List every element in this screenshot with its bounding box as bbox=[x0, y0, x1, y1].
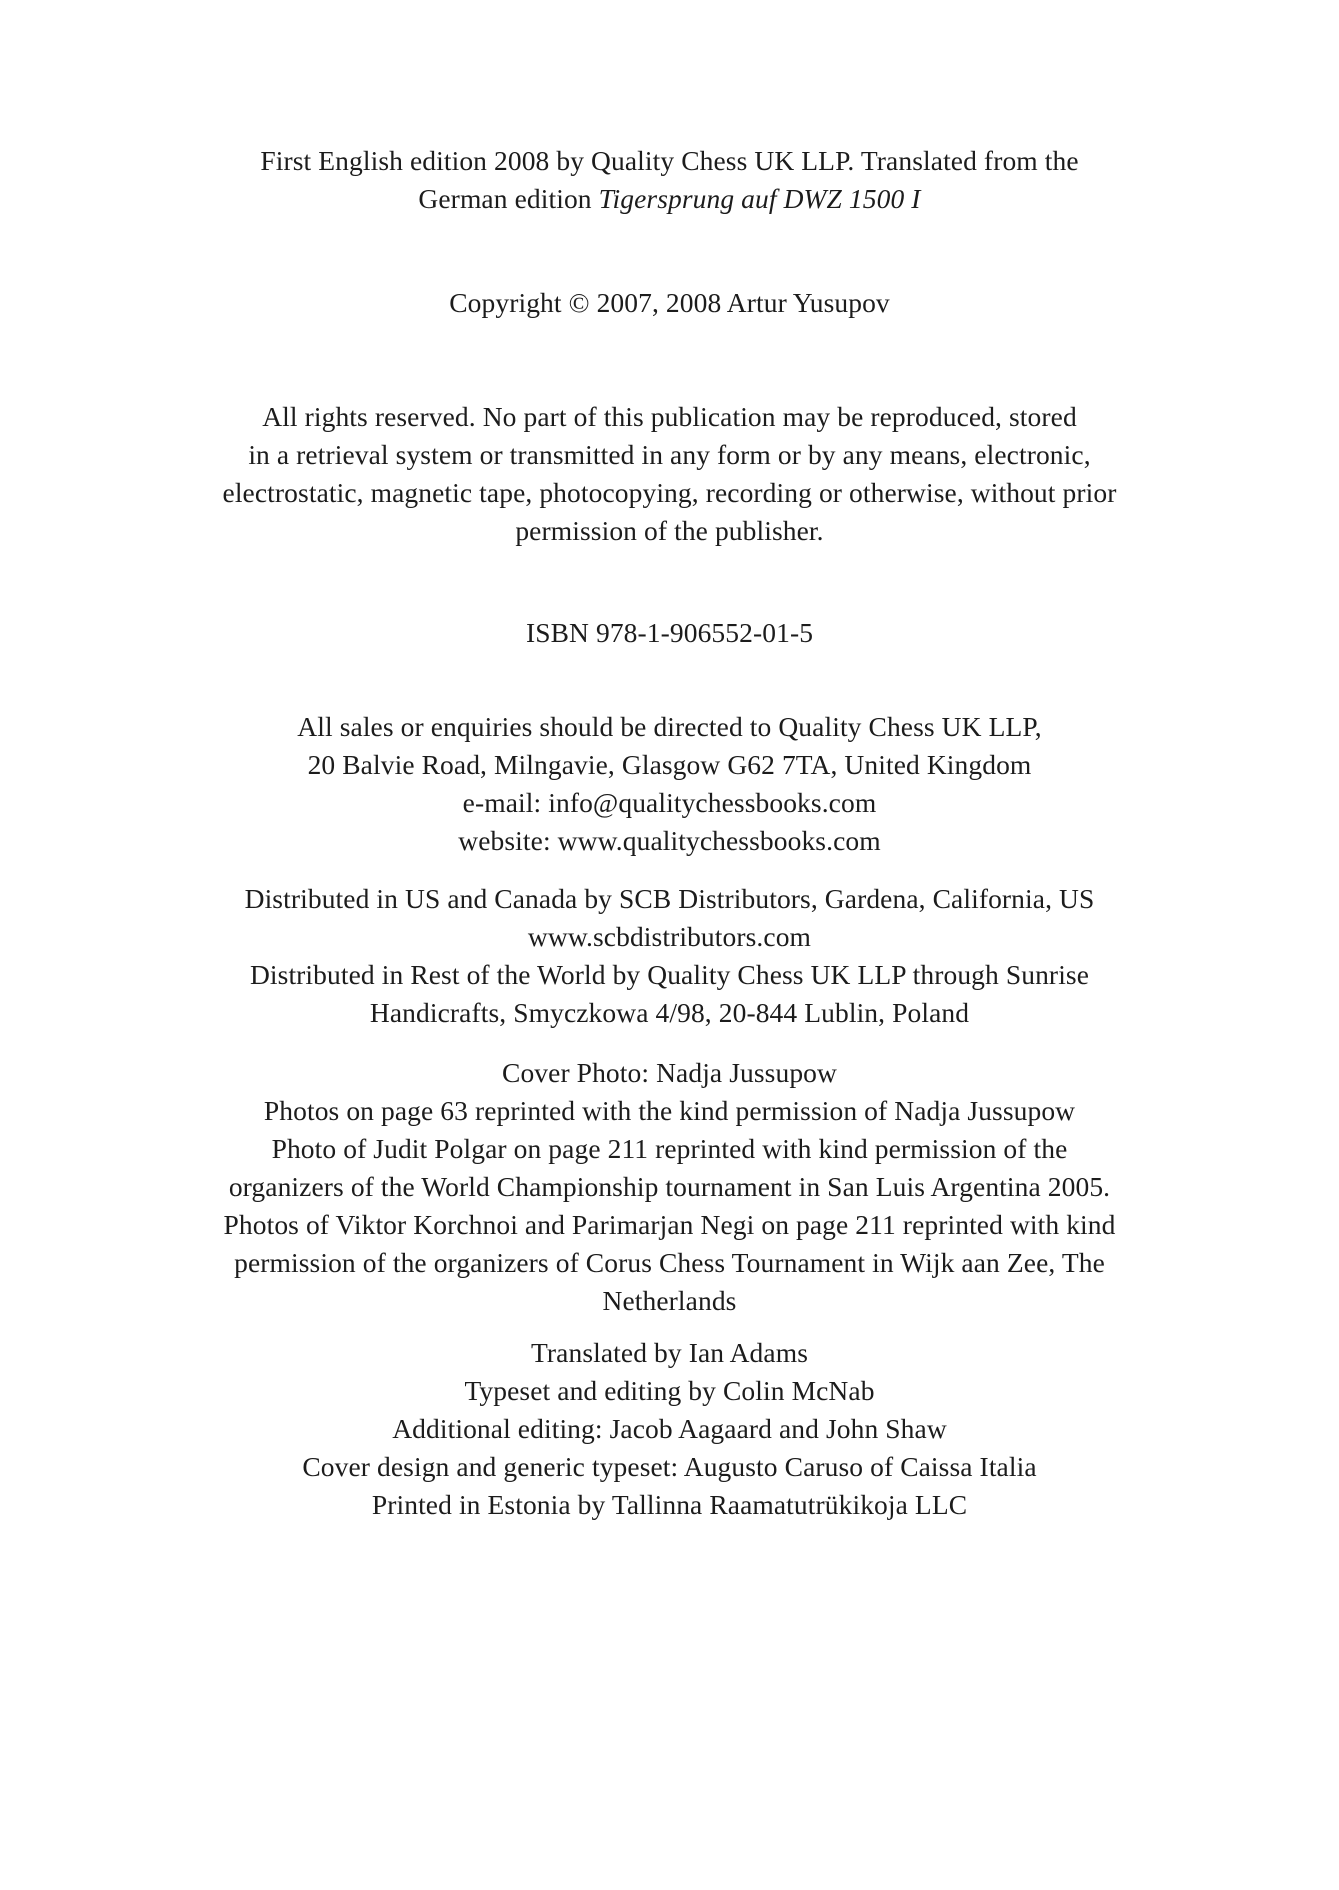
contact-address-line: 20 Balvie Road, Milngavie, Glasgow G62 7TA, United Kingdom bbox=[307, 749, 1032, 780]
typeset-line: Typeset and editing by Colin McNab bbox=[464, 1375, 875, 1406]
german-title: Tigersprung auf DWZ 1500 I bbox=[598, 183, 921, 214]
contact-website-line: website: www.qualitychessbooks.com bbox=[458, 825, 881, 856]
distribution-line-1: Distributed in US and Canada by SCB Distributors, Gardena, California, US bbox=[244, 883, 1095, 914]
distribution-paragraph bbox=[110, 880, 1230, 1032]
photo-credits-line-7: Netherlands bbox=[602, 1285, 737, 1316]
printed-line: Printed in Estonia by Tallinna Raamatutrükikoja LLC bbox=[371, 1489, 968, 1520]
distribution-line-4: Handicrafts, Smyczkowa 4/98, 20-844 Lublin, Poland bbox=[369, 997, 970, 1028]
photo-credits-line-3: Photo of Judit Polgar on page 211 reprinted with kind permission of the bbox=[271, 1133, 1068, 1164]
copyright-line: Copyright © 2007, 2008 Artur Yusupov bbox=[449, 287, 890, 318]
rights-paragraph bbox=[110, 398, 1230, 550]
photo-credits-line-5: Photos of Viktor Korchnoi and Parimarjan Negi on page 211 reprinted with kind bbox=[223, 1209, 1116, 1240]
contact-paragraph bbox=[110, 708, 1230, 860]
translator-line: Translated by Ian Adams bbox=[530, 1337, 809, 1368]
copyright-paragraph bbox=[110, 284, 1230, 322]
isbn-line: ISBN 978-1-906552-01-5 bbox=[525, 617, 814, 648]
rights-line-2: in a retrieval system or transmitted in any form or by any means, electronic, bbox=[248, 439, 1091, 470]
copyright-page bbox=[110, 0, 1230, 1524]
photo-credits-line-2: Photos on page 63 reprinted with the kind permission of Nadja Jussupow bbox=[263, 1095, 1076, 1126]
photo-credits-line-4: organizers of the World Championship tournament in San Luis Argentina 2005. bbox=[228, 1171, 1111, 1202]
rights-line-4: permission of the publisher. bbox=[515, 515, 824, 546]
rights-line-1: All rights reserved. No part of this publication may be reproduced, stored bbox=[262, 401, 1077, 432]
distribution-website-line: www.scbdistributors.com bbox=[527, 921, 812, 952]
cover-photo-line: Cover Photo: Nadja Jussupow bbox=[502, 1057, 837, 1088]
edition-line-2 bbox=[110, 180, 1230, 218]
credits-paragraph bbox=[110, 1334, 1230, 1524]
additional-editing-line: Additional editing: Jacob Aagaard and John Shaw bbox=[392, 1413, 947, 1444]
cover-design-line: Cover design and generic typeset: Augusto Caruso of Caissa Italia bbox=[302, 1451, 1037, 1482]
contact-email-line: e-mail: info@qualitychessbooks.com bbox=[462, 787, 877, 818]
photo-credits-paragraph bbox=[110, 1054, 1230, 1320]
distribution-line-3: Distributed in Rest of the World by Quality Chess UK LLP through Sunrise bbox=[249, 959, 1090, 990]
edition-line-1: First English edition 2008 by Quality Chess UK LLP. Translated from the bbox=[260, 145, 1079, 176]
contact-line-1: All sales or enquiries should be directed to Quality Chess UK LLP, bbox=[297, 711, 1042, 742]
isbn-paragraph bbox=[110, 614, 1230, 652]
photo-credits-line-6: permission of the organizers of Corus Chess Tournament in Wijk aan Zee, The bbox=[234, 1247, 1105, 1278]
rights-line-3: electrostatic, magnetic tape, photocopying, recording or otherwise, without prior bbox=[222, 477, 1117, 508]
edition-line-2-prefix: German edition bbox=[418, 183, 599, 214]
edition-paragraph bbox=[110, 142, 1230, 218]
